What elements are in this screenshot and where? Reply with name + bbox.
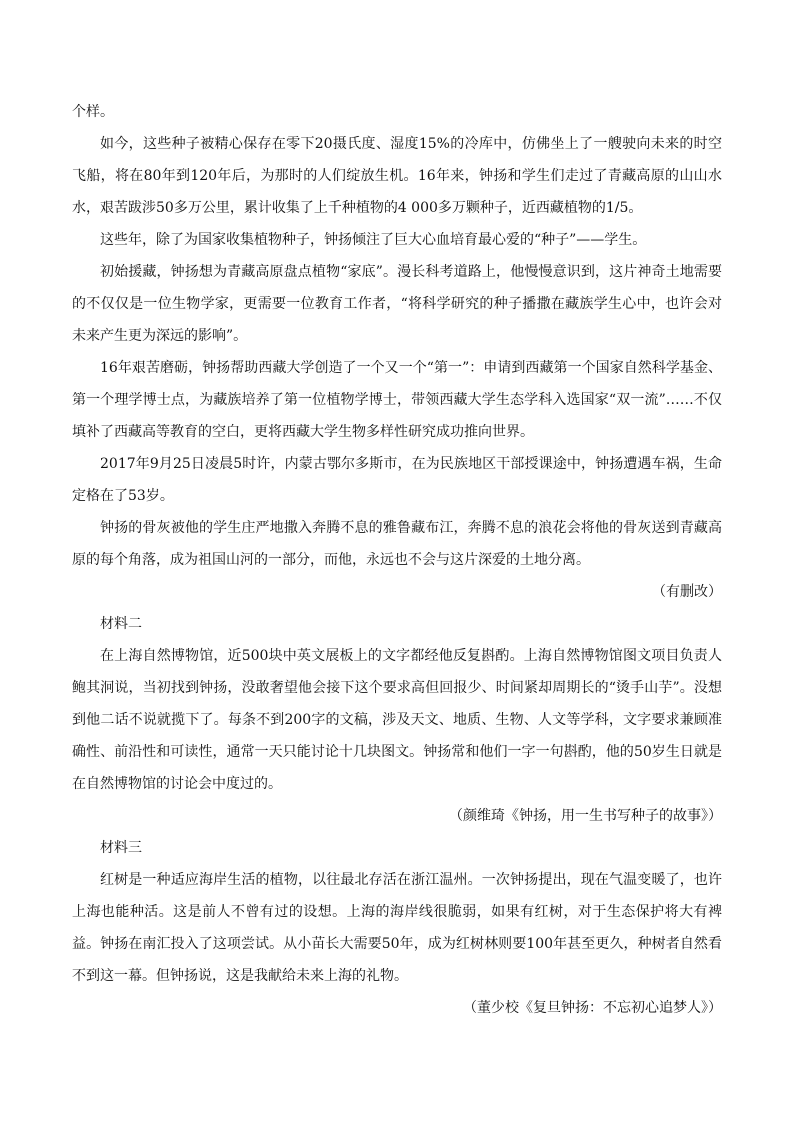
paragraph-tail: 个样。 <box>72 104 114 120</box>
source-note-2: （颜维琦《钟扬，用一生书写种子的故事》） <box>449 808 722 824</box>
paragraph-tibet-aid: 初始援藏，钟扬想为青藏高原盘点植物“家底”。漫长科考道路上，他慢慢意识到，这片神奇土地需要的不仅仅是一位生物学家，更需要一位教育工作者，“将科学研究的种子播撒在藏族学生心中，也许会对未来产生更为深远的影响”。 <box>72 264 722 344</box>
paragraph-firsts: 16年艰苦磨砺，钟扬帮助西藏大学创造了一个又一个“第一”：申请到西藏第一个国家自然科学基金、第一个理学博士点，为藏族培养了第一位植物学博士，带领西藏大学生态学科入选国家“双一流”……不仅填补了西藏高等教育的空白，更将西藏大学生物多样性研究成功推向世界。 <box>72 360 722 440</box>
paragraph-students: 这些年，除了为国家收集植物种子，钟扬倾注了巨大心血培育最心爱的“种子”——学生。 <box>100 232 647 248</box>
source-note-3: （董少校《复旦钟扬：不忘初心追梦人》） <box>463 1000 722 1016</box>
paragraph-ashes: 钟扬的骨灰被他的学生庄严地撒入奔腾不息的雅鲁藏布江，奔腾不息的浪花会将他的骨灰送到青藏高原的每个角落，成为祖国山河的一部分，而他，永远也不会与这片深爱的土地分离。 <box>72 520 722 568</box>
material-three-heading: 材料三 <box>100 840 142 856</box>
material-two-body: 在上海自然博物馆，近500块中英文展板上的文字都经他反复斟酌。上海自然博物馆图文项目负责人鲍其泂说，当初找到钟扬，没敢奢望他会接下这个要求高但回报少、时间紧却周期长的“烫手山芋”。没想到他二话不说就揽下了。每条不到200字的文稿，涉及天文、地质、生物、人文等学科，文字要求兼顾准确性、前沿性和可读性，通常一天只能讨论十几块图文。钟扬常和他们一字一句斟酌，他的50岁生日就是在自然博物馆的讨论会中度过的。 <box>72 648 722 792</box>
material-three-body: 红树是一种适应海岸生活的植物，以往最北存活在浙江温州。一次钟扬提出，现在气温变暖了，也许上海也能种活。这是前人不曾有过的设想。上海的海岸线很脆弱，如果有红树，对于生态保护将大有裨益。钟扬在南汇投入了这项尝试。从小苗长大需要50年，成为红树林则要100年甚至更久，种树者自然看不到这一幕。但钟扬说，这是我献给未来上海的礼物。 <box>72 872 722 984</box>
source-note-1: （有删改） <box>652 584 722 600</box>
paragraph-seed-storage: 如今，这些种子被精心保存在零下20摄氏度、湿度15%的冷库中，仿佛坐上了一艘驶向未来的时空飞船，将在80年到120年后，为那时的人们绽放生机。16年来，钟扬和学生们走过了青藏高原的山山水水，艰苦跋涉50多万公里，累计收集了上千种植物的4 000多万颗种子，近西藏植物的1/5。 <box>72 136 722 216</box>
paragraph-accident: 2017年9月25日凌晨5时许，内蒙古鄂尔多斯市，在为民族地区干部授课途中，钟扬遭遇车祸，生命定格在了53岁。 <box>72 456 722 504</box>
material-two-heading: 材料二 <box>100 616 142 632</box>
